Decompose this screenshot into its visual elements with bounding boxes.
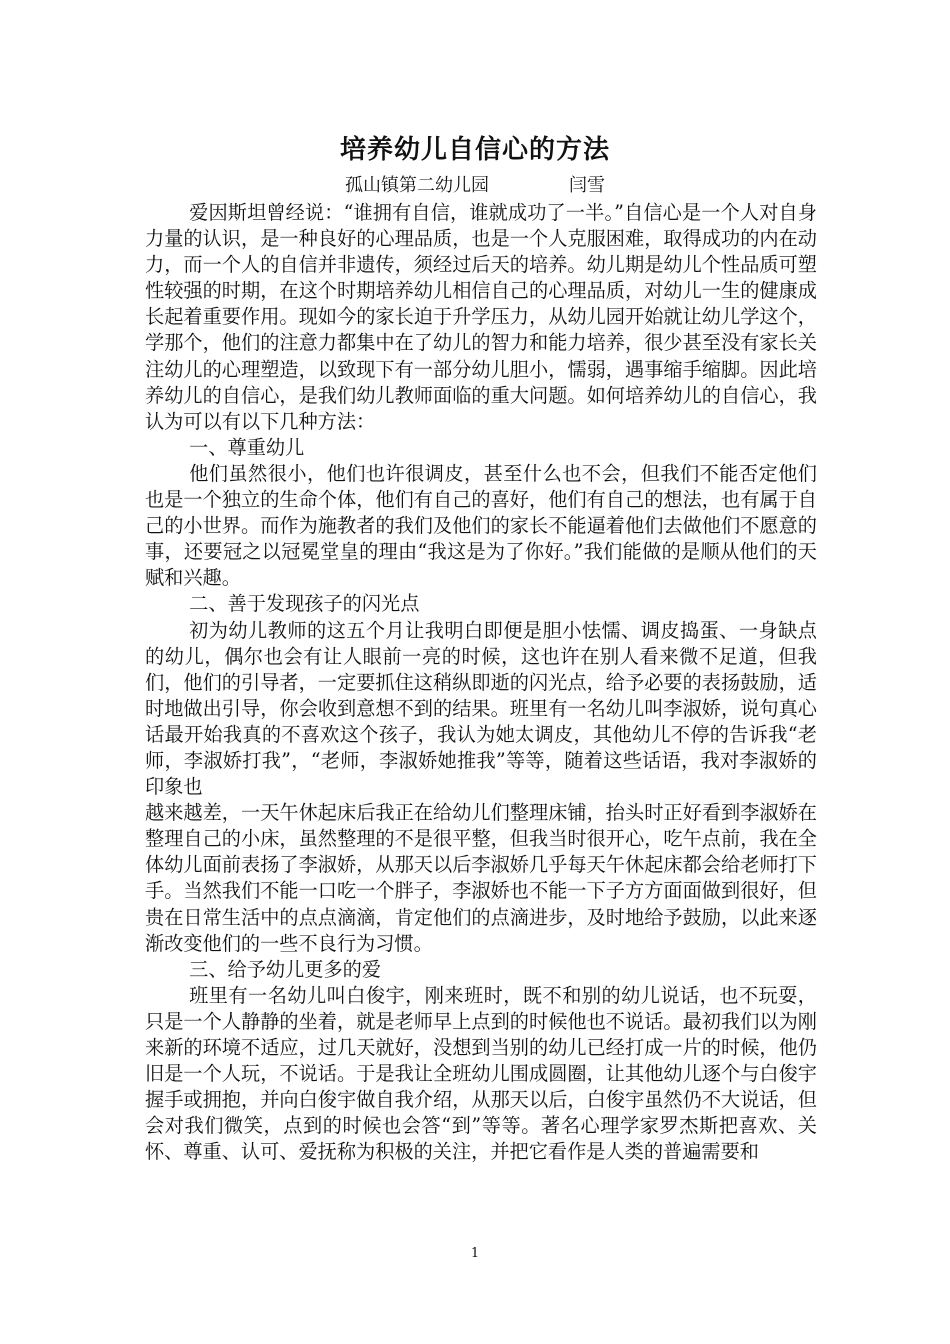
section-heading: 一、尊重幼儿	[189, 435, 305, 459]
body-paragraph-continued: 越来越差，一天午休起床后我正在给幼儿们整理床铺，抬头时正好看到李淑娇在整理自己的小床，虽然整理的不是很平整，但我当时很开心，吃午点前，我在全体幼儿面前表扬了李淑娇，从那天以后李淑娇几乎每天午休起床都会给老师打下手。当然我们不能一口吃一个胖子，李淑娇也不能一下子方方面面做到很好，但贵在日常生活中的点点滴滴，肯定他们的点滴进步，及时地给予鼓励，以此来逐渐改变他们的一些不良行为习惯。	[145, 801, 817, 955]
document-title: 培养幼儿自信心的方法	[339, 135, 610, 165]
document-body	[145, 200, 817, 1165]
school-name: 孤山镇第二幼儿园	[345, 175, 489, 196]
body-paragraph: 他们虽然很小，他们也许很调皮，甚至什么也不会，但我们不能否定他们也是一个独立的生命个体，他们有自己的喜好，他们有自己的想法，也有属于自己的小世界。而作为施教者的我们及他们的家长不能逼着他们去做他们不愿意的事，还要冠之以冠冕堂皇的理由“我这是为了你好。”我们能做的是顺从他们的天赋和兴趣。	[145, 461, 817, 590]
byline	[0, 172, 950, 200]
page-number: 1	[470, 1246, 480, 1261]
section-heading: 二、善于发现孩子的闪光点	[189, 592, 420, 616]
body-paragraph: 班里有一名幼儿叫白俊宇，刚来班时，既不和别的幼儿说话，也不玩耍，只是一个人静静的坐着，就是老师早上点到的时候他也不说话。最初我们以为刚来新的环境不适应，过几天就好，没想到当别的幼儿已经打成一片的时候，他仍旧是一个人玩，不说话。于是我让全班幼儿围成圆圈，让其他幼儿逐个与白俊宇握手或拥抱，并向白俊宇做自我介绍，从那天以后，白俊宇虽然仍不大说话，但会对我们微笑，点到的时候也会答“到”等等。著名心理学家罗杰斯把喜欢、关怀、尊重、认可、爱抚称为积极的关注，并把它看作是人类的普遍需要和	[145, 983, 817, 1164]
author-name: 闫雪	[569, 175, 605, 196]
section-heading: 三、给予幼儿更多的爱	[189, 957, 382, 981]
body-paragraph: 爱因斯坦曾经说：“谁拥有自信，谁就成功了一半。”自信心是一个人对自身力量的认识，是一种良好的心理品质，也是一个人克服困难，取得成功的内在动力，而一个人的自信并非遗传，须经过后天的培养。幼儿期是幼儿个性品质可塑性较强的时期，在这个时期培养幼儿相信自己的心理品质，对幼儿一生的健康成长起着重要作用。现如今的家长迫于升学压力，从幼儿园开始就让幼儿学这个，学那个，他们的注意力都集中在了幼儿的智力和能力培养，很少甚至没有家长关注幼儿的心理塑造，以致现下有一部分幼儿胆小，懦弱，遇事缩手缩脚。因此培养幼儿的自信心，是我们幼儿教师面临的重大问题。如何培养幼儿的自信心，我认为可以有以下几种方法：	[145, 201, 817, 433]
body-paragraph: 初为幼儿教师的这五个月让我明白即便是胆小怯懦、调皮捣蛋、一身缺点的幼儿，偶尔也会有让人眼前一亮的时候，这也许在别人看来微不足道，但我们，他们的引导者，一定要抓住这稍纵即逝的闪光点，给予必要的表扬鼓励，适时地做出引导，你会收到意想不到的结果。班里有一名幼儿叫李淑娇，说句真心话最开始我真的不喜欢这个孩子，我认为她太调皮，其他幼儿不停的告诉我“老师，李淑娇打我”，“老师，李淑娇她推我”等等，随着这些话语，我对李淑娇的印象也	[145, 618, 817, 799]
